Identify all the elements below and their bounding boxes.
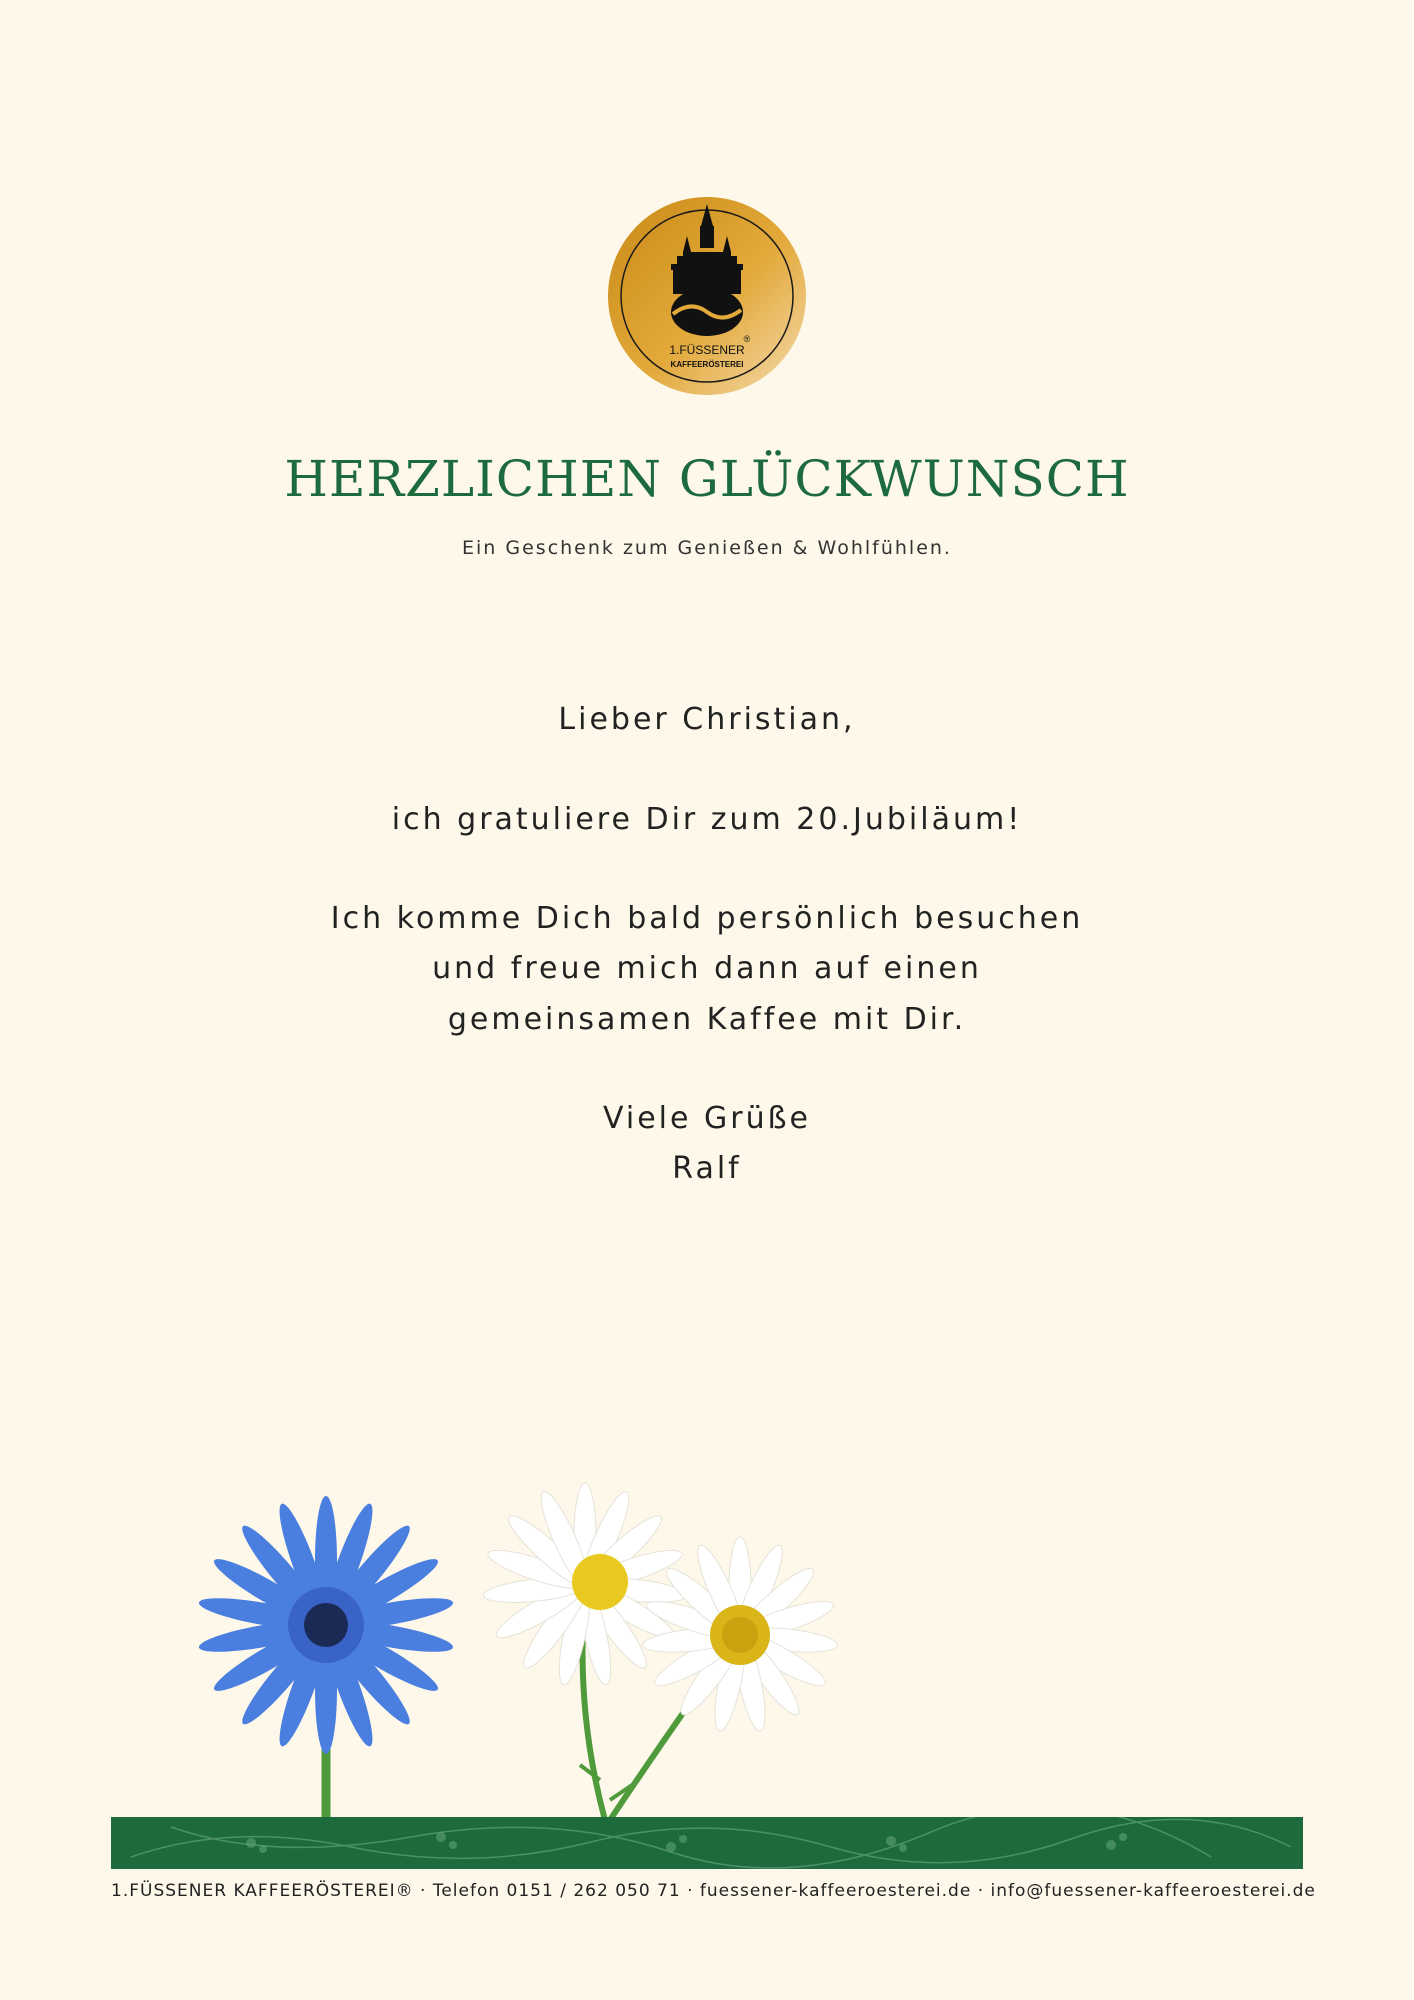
subtitle: Ein Geschenk zum Genießen & Wohlfühlen. (462, 537, 952, 559)
svg-text:1.FÜSSENER: 1.FÜSSENER (669, 343, 745, 357)
letter-signature: Ralf (672, 1151, 742, 1186)
svg-text:®: ® (743, 334, 751, 344)
footer-contact: 1.FÜSSENER KAFFEERÖSTEREI® · Telefon 0151 / 262 050 71 · fuessener-kaffeeroesterei.de · info@fuessener-kaffeeroesterei.de (111, 1881, 1316, 1901)
letter-body-line: gemeinsamen Kaffee mit Dir. (447, 1002, 967, 1037)
letter-greeting: Lieber Christian, (558, 702, 856, 737)
letter-congrats: ich gratuliere Dir zum 20.Jubiläum! (391, 802, 1023, 837)
svg-text:KAFFEERÖSTEREI: KAFFEERÖSTEREI (670, 360, 744, 369)
brand-logo (607, 196, 807, 396)
blue-gerbera-icon (197, 1496, 455, 1754)
coffee-branch-pattern-icon (111, 1817, 1303, 1869)
castle-coffee-bean-icon (607, 196, 807, 396)
letter-body-line: und freue mich dann auf einen (432, 951, 982, 986)
decorative-band (111, 1817, 1303, 1869)
letter-closing: Viele Grüße (603, 1101, 811, 1136)
flower-illustration (180, 1480, 880, 1820)
letter-body-line: Ich komme Dich bald persönlich besuchen (330, 901, 1084, 936)
page-title: HERZLICHEN GLÜCKWUNSCH (284, 450, 1130, 508)
